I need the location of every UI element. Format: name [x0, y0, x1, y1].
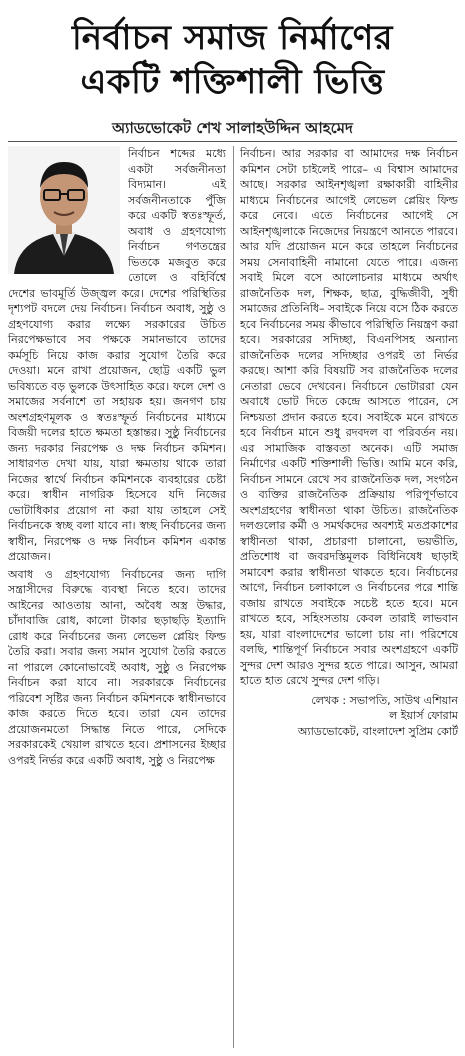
headline-line-2: একটি শক্তিশালী ভিত্তি [80, 62, 385, 102]
headline [12, 16, 453, 104]
author-note [240, 693, 458, 740]
headline-line-1: নির্বাচন সমাজ নির্মাণের [72, 18, 393, 58]
author-photo [8, 146, 120, 274]
left-paragraph-2: অবাধ ও গ্রহণযোগ্য নির্বাচনের জন্য দাগি সন্ত্রাসীদের বিরুদ্ধে ব্যবস্থা নিতে হবে। তাদের আইনের আওতায় আনা, অবৈধ অস্ত্র উদ্ধার, চাঁদাবাজি রোধ, কালো টাকার ছড়াছড়ি ইত্যাদি রোধ করে নির্বাচনের জন্য লেভেল প্লেয়িং ফিল্ড তৈরি করা। সবার জন্য সমান সুযোগ তৈরি করতে না পারলে কোনোভাবেই অবাধ, সুষ্ঠু ও নিরপেক্ষ নির্বাচন করা যাবে না। সরকারকে নির্বাচনের পরিবেশ সৃষ্টির জন্য নির্বাচন কমিশনকে স্বাধীনভাবে কাজ করতে দিতে হবে। তারা যেন তাদের প্রয়োজনমতো সিদ্ধান্ত নিতে পারে, সেদিকে সরকারকেই খেয়াল রাখতে হবে। প্রশাসনের ইচ্ছার ওপরই নির্ভর করে একটি অবাধ, সুষ্ঠু ও নিরপেক্ষ [8, 567, 226, 767]
article-column-right [240, 146, 458, 739]
author-note-line-1: লেখক : সভাপতি, সাউথ এশিয়ান [311, 693, 458, 707]
author-note-line-2: ল ইয়ার্স ফোরাম [389, 709, 458, 722]
author-note-line-3: অ্যাডভোকেট, বাংলাদেশ সুপ্রিম কোর্ট [297, 724, 458, 738]
byline: অ্যাডভোকেট শেখ সালাহউদ্দিন আহমেদ [112, 119, 353, 137]
author-portrait-icon [8, 146, 120, 274]
article-column-left [8, 146, 226, 770]
right-paragraph-1: নির্বাচন। আর সরকার বা আমাদের দক্ষ নির্বাচন কমিশন সেটা চাইলেই পারে– এ বিশ্বাস আমাদের আছে। সরকার আইনশৃঙ্খলা রক্ষাকারী বাহিনীর মাধ্যমে নির্বাচনের আগেই লেভেল প্লেয়িং ফিল্ড করে নেবে। এতে নির্বাচনের আগেই সে আইনশৃঙ্খলাকে নিজেদের নিয়ন্ত্রণে আনতে পারবে। আর যদি প্রয়োজন মনে করে তাহলে নির্বাচনের সময় সেনাবাহিনী নামানো যেতে পারে। এজন্য সবাই মিলে বসে আলোচনার মাধ্যমে অর্থাৎ রাজনৈতিক দল, শিক্ষক, ছাত্র, বুদ্ধিজীবী, সুধী সমাজের প্রতিনিধি– সবাইকে নিয়ে বসে ঠিক করতে হবে নির্বাচনের সময় কীভাবে পরিস্থিতি নিয়ন্ত্রণ করা হবে। সরকারের সদিচ্ছা, বিএনপিসহ অন্যান্য রাজনৈতিক দলের সদিচ্ছার ওপরই তা নির্ভর করছে। আশা করি বিষয়টি সব রাজনৈতিক দলের নেতারা ভেবে দেখবেন। নির্বাচনে ভোটাররা যেন অবাধে ভোট দিতে কেন্দ্রে আসতে পারেন, সে নিশ্চয়তা প্রদান করতে হবে। সবাইকে মনে রাখতে হবে নির্বাচন মানে শুধু রদবদল বা পরিবর্তন নয়। এর সামাজিক বাস্তবতা অনেক। এটি সমাজ নির্মাণের একটি শক্তিশালী ভিত্তি। আমি মনে করি, নির্বাচন সামনে রেখে সব রাজনৈতিক দল, সংগঠন ও ব্যক্তির রাজনৈতিক প্রক্রিয়ায় পরিপূর্ণভাবে অংশগ্রহণের স্বাধীনতা থাকা উচিত। রাজনৈতিক দলগুলোর কর্মী ও সমর্থকদের অবশ্যই মতপ্রকাশের স্বাধীনতা থাকা, প্রচারণা চালানো, ভয়ভীতি, প্রতিশোধ বা জবরদস্তিমূলক বিধিনিষেধ ছাড়াই সমাবেশ করার স্বাধীনতা থাকতে হবে। নির্বাচনের আগে, নির্বাচন চলাকালে ও নির্বাচনের পরে শান্তি বজায় রাখতে সবাইকে সচেষ্ট হতে হবে। মনে রাখতে হবে, সহিংসতায় কেবল তারাই লাভবান হয়, যারা বাংলাদেশের ভালো চায় না। পরিশেষে বলছি, শান্তিপূর্ণ নির্বাচনে সবার অংশগ্রহণে একটি সুন্দর দেশ আরও সুন্দর হতে পারে। আসুন, আমরা হাতে হাত রেখে সুন্দর দেশ গড়ি। [240, 147, 458, 687]
column-divider [233, 146, 234, 1048]
left-paragraph-1: নির্বাচন শব্দের মধ্যে একটা সর্বজনীনতা বিদ্যমান। এই সর্বজনীনতাকে পুঁজি করে একটি স্বতঃস্ফূর্ত, অবাধ ও গ্রহণযোগ্য নির্বাচন গণতন্ত্রের ভিতকে মজবুত করে তোলে ও বহির্বিশ্বে দেশের ভাবমূর্তি উজ্জ্বল করে। দেশের পরিস্থিতির দৃশ্যপট বদলে দেয় নির্বাচন। নির্বাচন অবাধ, সুষ্ঠু ও গ্রহণযোগ্য করার লক্ষ্যে সরকারের উচিত নিরপেক্ষভাবে সব পক্ষকে সমানভাবে তাদের কর্মসূচি নিয়ে কাজ করার সুযোগ তৈরি করে দেওয়া। মনে রাখা প্রয়োজন, ছোট্ট একটি ভুল ভবিষ্যতে বড় ভুলকে উৎসাহিত করে। ফলে দেশ ও সমাজের সর্বনাশে তা সহায়ক হয়। জনগণ চায় অংশগ্রহণমূলক ও স্বতঃস্ফূর্ত নির্বাচনের মাধ্যমে বিজয়ী দলের হাতে ক্ষমতা হস্তান্তর। সুষ্ঠু নির্বাচনের জন্য দরকার নিরপেক্ষ ও দক্ষ নির্বাচন কমিশন। সাধারণত দেখা যায়, যারা ক্ষমতায় থাকে তারা নিজের স্বার্থে নির্বাচন কমিশনকে ব্যবহারের চেষ্টা করে। স্বাধীন নাগরিক হিসেবে যদি নিজের ভোটাধিকার প্রয়োগ না করা যায় তাহলে সেই নির্বাচনকে স্বচ্ছ বলা যাবে না। স্বচ্ছ নির্বাচনের জন্য স্বাধীন, নিরপেক্ষ ও দক্ষ নির্বাচন কমিশন একান্ত প্রয়োজন। [8, 147, 226, 563]
header-divider [8, 141, 457, 142]
